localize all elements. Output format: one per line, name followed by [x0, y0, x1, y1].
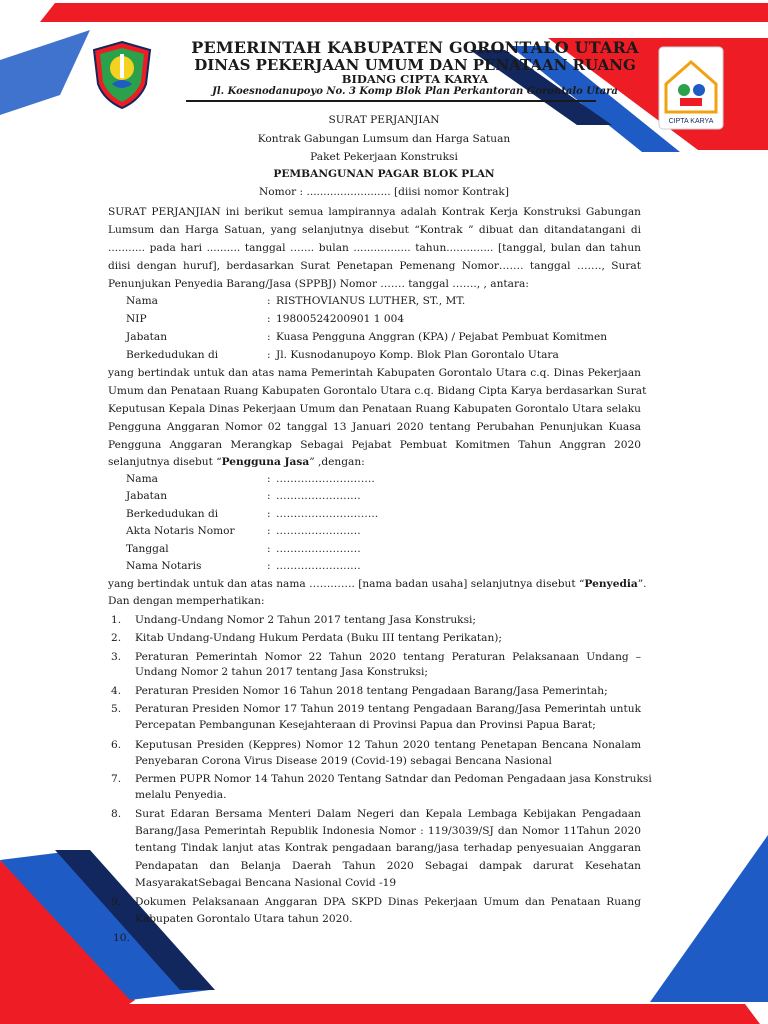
list-item-line: Dokumen Pelaksanaan Anggaran DPA SKPD Dinas Pekerjaan Umum dan Penataan Ruang	[135, 896, 641, 908]
party1-colon: :	[267, 295, 271, 307]
party1-colon: :	[267, 331, 271, 343]
party2-value: ………………………..	[276, 508, 379, 520]
party2-label: Jabatan	[126, 490, 168, 502]
party2-label: Akta Notaris Nomor	[126, 525, 235, 537]
party1-description-line: Keputusan Kepala Dinas Pekerjaan Umum dan Penataan Ruang Kabupaten Gorontalo Utara selaku	[108, 403, 641, 415]
party2-value: ……………………	[276, 543, 361, 555]
regency-emblem-icon	[90, 40, 154, 110]
list-item-line: Peraturan Presiden Nomor 16 Tahun 2018 tentang Pengadaan Barang/Jasa Pemerintah;	[135, 685, 608, 697]
list-item-line: Undang Nomor 2 tahun 2017 tentang Jasa Konstruksi;	[135, 666, 428, 678]
party2-colon: :	[267, 543, 271, 555]
list-item-number: 5.	[111, 703, 122, 715]
list-item-number: 6.	[111, 739, 122, 751]
party1-label: Jabatan	[126, 331, 168, 343]
party1-description-line: Umum dan Penataan Ruang Kabupaten Gorontalo Utara c.q. Bidang Cipta Karya berdasarkan Surat	[108, 385, 647, 397]
party2-label: Berkedudukan di	[126, 508, 219, 520]
list-item-line: tentang Tindak lanjut atas Kontrak pengadaan barang/jasa terhadap penyesuaian Anggaran	[135, 842, 641, 854]
list-item-line: Surat Edaran Bersama Menteri Dalam Negeri dan Kepala Lembaga Kebijakan Pengadaan	[135, 808, 641, 820]
party2-value: ……………………	[276, 560, 361, 572]
party2-colon: :	[267, 473, 271, 485]
party2-value: ……………………	[276, 525, 361, 537]
list-item-line: Kabupaten Gorontalo Utara tahun 2020.	[135, 913, 353, 925]
list-item-number: 7.	[111, 773, 122, 785]
project-name: PEMBANGUNAN PAGAR BLOK PLAN	[273, 168, 495, 180]
party2-colon: :	[267, 508, 271, 520]
list-item-line: melalu Penyedia.	[135, 789, 227, 801]
party1-label: Nama	[126, 295, 158, 307]
document-subtitle: Kontrak Gabungan Lumsum dan Harga Satuan	[257, 133, 511, 145]
list-item-number: 8.	[111, 808, 122, 820]
party2-colon: :	[267, 490, 271, 502]
party2-desc-prefix: yang bertindak untuk dan atas nama …………. [nama badan usaha] selanjutnya disebut “	[108, 578, 585, 590]
list-item-number: 1.	[111, 614, 122, 626]
letterhead-agency-name: DINAS PEKERJAAN UMUM DAN PENATAAN RUANG	[194, 56, 636, 74]
list-item-line: Pendapatan dan Belanja Daerah Tahun 2020 Sebagai dampak darurat Kesehatan	[135, 860, 641, 872]
list-item-line: Percepatan Pembangunan Kesejahteraan di Provinsi Papua dan Provinsi Papua Barat;	[135, 719, 596, 731]
list-item-number: 4.	[111, 685, 122, 697]
party1-alias-line	[108, 456, 365, 469]
party2-alias: Penyedia	[584, 578, 638, 590]
party1-description-line: yang bertindak untuk dan atas nama Pemerintah Kabupaten Gorontalo Utara c.q. Dinas Pekerjaan	[108, 367, 641, 379]
list-item-number: 3.	[111, 651, 122, 663]
party1-alias-prefix: selanjutnya disebut “	[108, 456, 222, 468]
list-item-line: Permen PUPR Nomor 14 Tahun 2020 Tentang Satndar dan Pedoman Pengadaan jasa Konstruksi	[135, 773, 652, 785]
party1-alias-suffix: ” ,dengan:	[309, 456, 365, 468]
party1-value: Jl. Kusnodanupoyo Komp. Blok Plan Gorontalo Utara	[276, 349, 559, 361]
party1-description-line: Pengguna Anggaran Merangkap Sebagai Pejabat Pembuat Komitmen Tahun Anggran 2020	[108, 439, 641, 451]
list-item-line: Barang/Jasa Pemerintah Republik Indonesia Nomor : 119/3039/SJ dan Nomor 11Tahun 2020	[135, 825, 641, 837]
list-item-line: Peraturan Pemerintah Nomor 22 Tahun 2020 tentang Peraturan Pelaksanaan Undang –	[135, 651, 641, 663]
list-item-line: Undang-Undang Nomor 2 Tahun 2017 tentang Jasa Konstruksi;	[135, 614, 476, 626]
considering-heading: Dan dengan memperhatikan:	[108, 595, 265, 607]
list-item-number: 9.	[111, 896, 122, 908]
list-item-line: MasyarakatSebagai Bencana Nasional Covid -19	[135, 877, 397, 889]
party2-colon: :	[267, 560, 271, 572]
intro-line: SURAT PERJANJIAN ini berikut semua lampirannya adalah Kontrak Kerja Konstruksi Gabungan	[108, 206, 641, 218]
list-item-number: 10.	[113, 932, 130, 944]
letterhead-government-name: PEMERINTAH KABUPATEN GORONTALO UTARA	[191, 38, 639, 57]
list-item-number: 2.	[111, 632, 122, 644]
party1-colon: :	[267, 349, 271, 361]
party2-description	[108, 578, 647, 591]
party2-label: Nama Notaris	[126, 560, 202, 572]
intro-line: Lumsum dan Harga Satuan, yang selanjutnya disebut “Kontrak ” dibuat dan ditandatangani di	[108, 224, 641, 236]
party1-value: 19800524200901 1 004	[276, 313, 405, 325]
letterhead-divider	[186, 100, 596, 102]
letterhead-address: Jl. Koesnodanupoyo No. 3 Komp Blok Plan Perkantoran Gorontalo Utara	[212, 86, 618, 97]
intro-line: diisi dengan huruf], berdasarkan Surat Penetapan Pemenang Nomor……. tanggal ……., Surat	[108, 260, 641, 272]
party1-colon: :	[267, 313, 271, 325]
party2-value: ……………………	[276, 490, 361, 502]
intro-line: ........... pada hari .......... tanggal ….... bulan ................. tahun.............. [tanggal, bulan dan tahun	[108, 242, 641, 254]
party1-label: NIP	[126, 313, 147, 325]
party1-value: Kuasa Pengguna Anggran (KPA) / Pejabat Pembuat Komitmen	[276, 331, 608, 343]
party1-description-line: Pengguna Anggaran Nomor 02 tanggal 13 Januari 2020 tentang Perubahan Penunjukan Kuasa	[108, 421, 641, 433]
list-item-line: Penyebaran Corona Virus Disease 2019 (Covid-19) sebagai Bencana Nasional	[135, 755, 552, 767]
list-item-line: Kitab Undang-Undang Hukum Perdata (Buku III tentang Perikatan);	[135, 632, 502, 644]
cipta-karya-logo-caption: CIPTA KARYA	[668, 118, 714, 125]
party2-colon: :	[267, 525, 271, 537]
list-item-line: Keputusan Presiden (Keppres) Nomor 12 Tahun 2020 tentang Penetapan Bencana Nonalam	[135, 739, 641, 751]
party2-desc-suffix: ”.	[637, 578, 647, 590]
party1-label: Berkedudukan di	[126, 349, 219, 361]
party1-alias: Pengguna Jasa	[221, 456, 310, 468]
list-item-line: Peraturan Presiden Nomor 17 Tahun 2019 tentang Pengadaan Barang/Jasa Pemerintah untuk	[135, 703, 641, 715]
contract-number: Nomor : ......................... [diisi nomor Kontrak]	[259, 186, 509, 198]
party2-value: ……………………….	[276, 473, 375, 485]
party2-label: Tanggal	[126, 543, 169, 555]
letterhead-division-name: BIDANG CIPTA KARYA	[341, 72, 489, 86]
intro-line: Penunjukan Penyedia Barang/Jasa (SPPBJ) Nomor ……. tanggal ……., , antara:	[108, 278, 529, 290]
party1-value: RISTHOVIANUS LUTHER, ST., MT.	[276, 295, 466, 307]
document-title: SURAT PERJANJIAN	[328, 114, 440, 126]
party2-label: Nama	[126, 473, 158, 485]
document-package: Paket Pekerjaan Konstruksi	[310, 151, 458, 163]
